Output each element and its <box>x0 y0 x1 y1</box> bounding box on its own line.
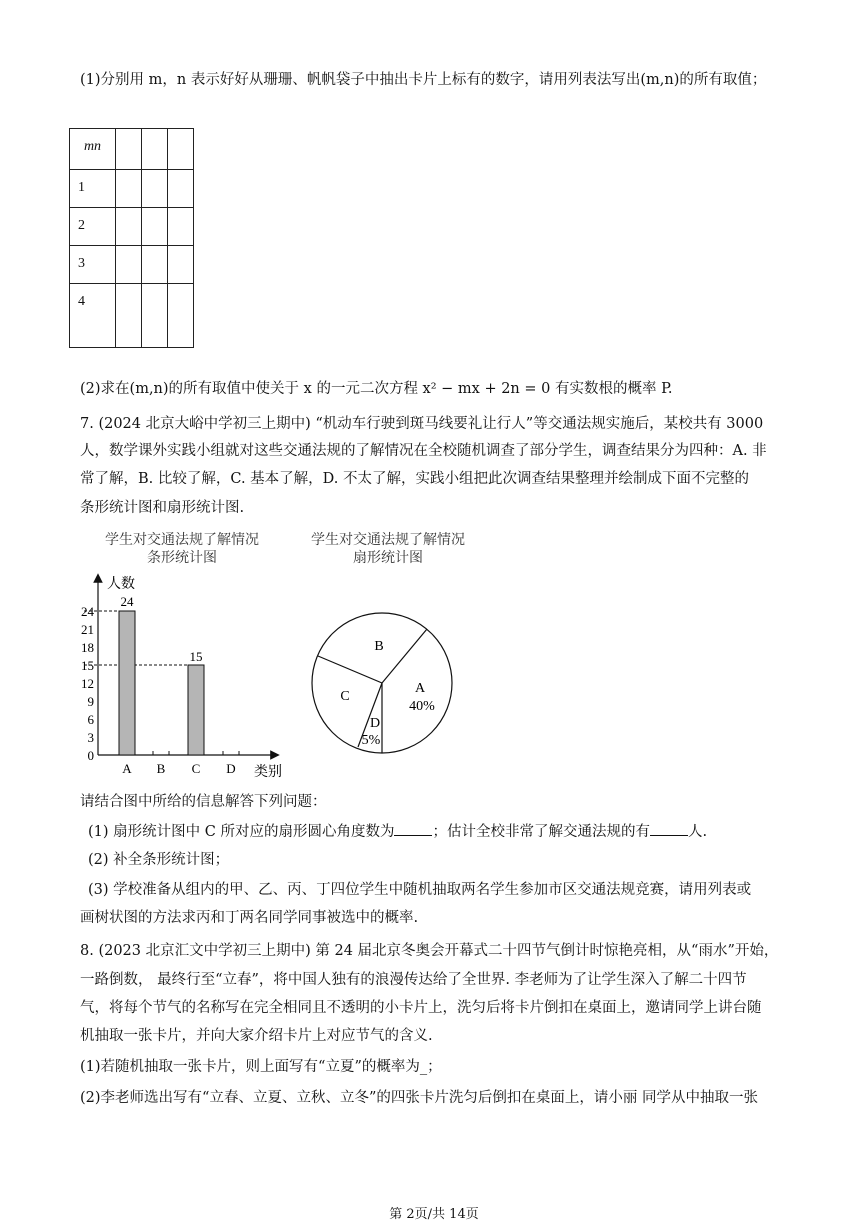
svg-text:B: B <box>156 761 166 776</box>
svg-text:15: 15 <box>189 649 203 664</box>
q8-line: (2)李老师选出写有“立春、立夏、立秋、立冬”的四张卡片洗匀后倒扣在桌面上，请小丽 同学从中抽取一张 <box>80 1090 758 1106</box>
svg-text:C: C <box>191 761 201 776</box>
q7-prompt: 请结合图中所给的信息解答下列问题： <box>80 794 327 810</box>
svg-text:D: D <box>226 761 236 776</box>
q7-sub3: 画树状图的方法求丙和丁两名同学同事被选中的概率. <box>80 910 419 926</box>
q7-sub2: (2) 补全条形统计图； <box>88 852 230 868</box>
pie-chart <box>300 600 470 770</box>
svg-text:人数: 人数 <box>107 577 135 592</box>
svg-text:类别: 类别 <box>254 765 282 780</box>
bar-chart-title: 学生对交通法规了解情况 条形统计图 <box>105 532 259 566</box>
page-footer: 第 2页/共 14页 <box>389 1207 479 1222</box>
svg-text:40%: 40% <box>409 699 435 714</box>
svg-text:12: 12 <box>81 676 94 691</box>
svg-text:C: C <box>340 689 350 704</box>
pie-chart-title: 学生对交通法规了解情况 扇形统计图 <box>311 532 465 566</box>
q7-line: 人，数学课外实践小组就对这些交通法规的了解情况在全校随机调查了部分学生，调查结果分为四种：A. 非 <box>80 443 767 459</box>
svg-text:18: 18 <box>81 640 94 655</box>
svg-text:15: 15 <box>81 658 94 673</box>
svg-text:0: 0 <box>87 748 94 763</box>
svg-text:5%: 5% <box>361 733 381 748</box>
q7-sub1: (1) 扇形统计图中 C 所对应的扇形圆心角度数为 ；估计全校非常了解交通法规的有 人. <box>88 821 707 842</box>
svg-text:24: 24 <box>120 594 134 609</box>
q7-sub3: (3) 学校准备从组内的甲、乙、丙、丁四位学生中随机抽取两名学生参加市区交通法规竞赛，请用列表或 <box>88 882 752 898</box>
table-row: 3 <box>70 246 116 284</box>
svg-text:A: A <box>122 761 132 776</box>
q7-line: 条形统计图和扇形统计图. <box>80 500 245 516</box>
table-header: mn <box>70 129 116 170</box>
table-row: 1 <box>70 170 116 208</box>
svg-text:D: D <box>369 716 381 731</box>
answer-blank[interactable] <box>650 821 688 836</box>
svg-text:21: 21 <box>81 622 94 637</box>
table-row: 2 <box>70 208 116 246</box>
q8-line: 气，将每个节气的名称写在完全相同且不透明的小卡片上，洗匀后将卡片倒扣在桌面上，邀请同学上讲台随 <box>80 1000 762 1016</box>
svg-text:3: 3 <box>87 730 94 745</box>
table-row: 4 <box>70 284 116 348</box>
answer-blank[interactable] <box>394 821 432 836</box>
q6-part2: (2)求在(m,n)的所有取值中使关于 x 的一元二次方程 x² − mx + 2n = 0 有实数根的概率 P. <box>80 381 673 397</box>
q8-line: 机抽取一张卡片，并向大家介绍卡片上对应节气的含义. <box>80 1028 433 1044</box>
bar-chart <box>70 570 290 780</box>
q8-line: 一路倒数， 最终行至“立春”，将中国人独有的浪漫传达给了全世界. 李老师为了让学生深入了解二十四节 <box>80 972 747 988</box>
q7-line: 常了解，B. 比较了解，C. 基本了解，D. 不太了解，实践小组把此次调查结果整理并绘制成下面不完整的 <box>80 471 749 487</box>
svg-text:6: 6 <box>87 712 94 727</box>
q8-line: (1)若随机抽取一张卡片，则上面写有“立夏”的概率为_； <box>80 1059 442 1075</box>
q7-line: 7. (2024 北京大峪中学初三上期中) “机动车行驶到斑马线要礼让行人”等交通法规实施后，某校共有 3000 <box>80 416 764 432</box>
svg-text:B: B <box>374 639 384 654</box>
mn-table <box>69 128 194 348</box>
svg-text:9: 9 <box>87 694 94 709</box>
q8-line: 8. (2023 北京汇文中学初三上期中) 第 24 届北京冬奥会开幕式二十四节气倒计时惊艳亮相，从“雨水”开始， <box>80 943 779 959</box>
svg-text:A: A <box>414 681 426 696</box>
svg-text:24: 24 <box>81 604 94 619</box>
q6-part1: (1)分别用 m，n 表示好好从珊珊、帆帆袋子中抽出卡片上标有的数字，请用列表法写出(m,n)的所有取值； <box>80 72 767 88</box>
